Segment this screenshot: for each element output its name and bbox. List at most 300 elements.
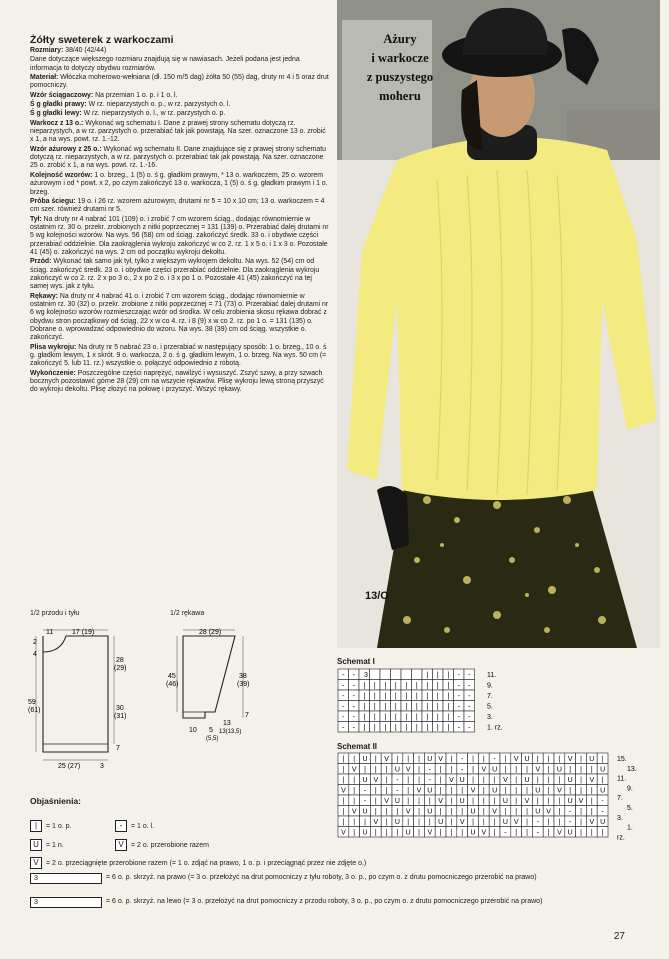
schemat2-symbol: |: [364, 819, 366, 826]
schemat2-symbol: U: [600, 819, 606, 826]
schemat2-symbol: |: [342, 777, 345, 784]
schemat1-symbol: -: [468, 672, 471, 679]
schemat1-symbol: |: [447, 714, 450, 721]
schemat2-symbol: |: [385, 777, 388, 784]
legend-item: [30, 873, 640, 884]
schemat2-symbol: |: [515, 798, 518, 805]
schemat1-symbol: -: [342, 724, 345, 732]
schemat2-symbol: |: [418, 819, 420, 826]
k2tog-icon: V: [115, 839, 127, 851]
schemat2-symbol: |: [353, 798, 356, 805]
sl-bottom-mid-b: (5,5): [206, 736, 219, 742]
paragraph-text: Na druty nr 4 nabrać 41 o. i zrobić 7 cm wzorem ściąg., dodając równomiernie w ostatnim rz. 30 (32) o. przekr. zrobione z nitki poprzecznej = 71 (73) o. Przerabiać dalej drutami nr 6 wg kolejności wzorów rozmieszczając wzór od środka. W celu zrobienia skosu rękawa dobrać z obydwu stron początkowy od ściąg. 22 x w co 4. rz. i 8 (9) x w co 2. rz. po 1 o. = 131 (135) o. Dobrane o. wprowadzać odpowiednio do wzoru. Na wys. 38 (39) cm od ściąg. wszystkie o. zakończyć.: [30, 292, 329, 342]
paragraph-text: Dane dotyczące większego rozmiaru znajdują się w nawiasach. Jeżeli podana jest jedna informacja to dotyczy obydwu rozmiarów.: [30, 56, 300, 72]
schemat1-symbol: |: [447, 703, 450, 711]
schemat2-symbol: U: [470, 829, 476, 837]
schemat2-symbol: |: [526, 787, 528, 795]
instruction-paragraph: [30, 92, 330, 100]
schemat2-symbol: |: [504, 808, 507, 816]
schemat1-symbol: -: [468, 714, 471, 721]
schemat2-symbol: |: [493, 819, 496, 826]
schemat2-symbol: |: [580, 766, 582, 774]
schemat1-symbol: |: [384, 724, 387, 732]
legend-text: = 2 o. przeciągnięte przerobione razem (= 1 o. zdjąć na prawo, 1 o. p. i przeciągnąć przez nie zdjęte o.): [46, 859, 367, 867]
schemat1-symbol: |: [363, 703, 366, 711]
schemat2-symbol: |: [396, 756, 399, 763]
schemat2-symbol: -: [493, 756, 496, 763]
schemat2-symbol: V: [470, 787, 476, 795]
skpo-icon: V: [30, 857, 42, 869]
cable-left-icon: [30, 897, 102, 908]
schemat2-symbol: |: [536, 777, 539, 784]
paragraph-text: W rz. nieparzystych o. p., w rz. parzystych o. l.: [86, 101, 231, 109]
paragraph-label: Kolejność wzorów:: [30, 171, 93, 179]
schemat1-symbol: |: [373, 682, 376, 690]
schemat1-symbol: |: [363, 714, 366, 721]
paragraph-label: Materiał:: [30, 74, 59, 82]
schemat2-symbol: V: [513, 756, 519, 763]
schemat2-symbol: U: [427, 808, 433, 816]
schemat1-symbol: |: [363, 693, 366, 700]
paragraph-label: Wykończenie:: [30, 369, 76, 377]
schemat2-row-label: 9.: [627, 785, 633, 793]
sleeve-diagram-title: 1/2 rękawa: [170, 610, 205, 617]
fb-left-height-b: (61): [28, 707, 41, 714]
schemat1-symbol: -: [468, 703, 471, 711]
schemat2-symbol: |: [504, 756, 507, 763]
schemat2-symbol: U: [600, 766, 606, 774]
fb-side-lower-b: (31): [114, 713, 127, 720]
schemat2-symbol: |: [450, 756, 453, 763]
schemat2-symbol: V: [373, 777, 379, 784]
legend-text: = 6 o. p. skrzyż. na prawo (= 3 o. przełożyć na drut pomocniczy z tyłu roboty, 3 o. p., po czym o. z drutu pomocniczego przerobić na prawo): [106, 874, 537, 881]
paragraph-text: Wykonać wg schematu II. Dane znajdujące się z prawej strony schematu dotyczą rz. nieparzystych, a w rz. parzystych o. przerabiać tak jak powstają. Na szer. oznaczone 25 o. zrobić x 1, a na wys. powt. rz. 1.-16.: [30, 145, 326, 170]
paragraph-label: Plisa wykroju:: [30, 343, 77, 351]
schemat2-symbol: |: [439, 766, 442, 774]
schemat2-symbol: V: [589, 777, 595, 784]
schemat2-symbol: |: [482, 819, 485, 826]
legend-item: [115, 820, 154, 832]
schemat1-symbol: |: [415, 714, 418, 721]
schemat2-symbol: U: [524, 777, 530, 784]
schemat2-symbol: V: [384, 756, 389, 763]
schemat1-symbol: |: [394, 703, 397, 711]
schemat2-symbol: V: [405, 766, 411, 774]
schemat2-symbol: |: [580, 808, 582, 816]
instruction-paragraph: [30, 110, 330, 118]
sl-rib: 7: [245, 712, 249, 719]
schemat2-symbol: |: [590, 798, 593, 805]
schemat2-symbol: |: [353, 787, 356, 795]
fb-bottom: 25 (27): [58, 763, 81, 770]
schemat2-symbol: -: [601, 808, 604, 816]
schemat2-symbol: U: [600, 787, 606, 795]
paragraph-label: Wzór ażurowy z 25 o.:: [30, 145, 102, 153]
schemat2-symbol: -: [569, 819, 572, 826]
schemat2-symbol: V: [416, 787, 422, 795]
schemat2-symbol: |: [482, 756, 485, 763]
schemat2-symbol: -: [601, 798, 604, 805]
schemat1-symbol: |: [426, 693, 429, 700]
schemat2-symbol: U: [567, 829, 573, 837]
sl-bottom-mid: 5: [209, 727, 213, 734]
schemat2-symbol: V: [578, 798, 584, 805]
legend-item: [115, 839, 209, 851]
schemat1-symbol: |: [394, 724, 397, 732]
instruction-paragraphs: [30, 47, 330, 395]
instruction-paragraph: [30, 216, 330, 258]
schemat2-symbol: |: [374, 829, 377, 837]
schemat2-symbol: |: [450, 787, 453, 795]
paragraph-label: Próba ściegu:: [30, 197, 76, 205]
schemat2-symbol: V: [513, 819, 519, 826]
schemat1-symbol: -: [342, 693, 345, 700]
schemat2-symbol: |: [374, 766, 377, 774]
schemat2-symbol: |: [385, 766, 388, 774]
schemat1-symbol: |: [436, 703, 439, 711]
schemat2-symbol: |: [407, 798, 410, 805]
schemat2-symbol: |: [472, 798, 474, 805]
headline: [345, 30, 455, 106]
schemat2-symbol: |: [482, 808, 485, 816]
schemat1-symbol: -: [352, 672, 355, 679]
schemat2-symbol: |: [601, 756, 604, 763]
schemat2-symbol: |: [547, 766, 550, 774]
schemat2-symbol: |: [461, 808, 464, 816]
schemat1-symbol: |: [405, 682, 408, 690]
schemat2-symbol: |: [526, 808, 528, 816]
instruction-paragraph: [30, 370, 330, 395]
headline-line: moheru: [379, 89, 421, 103]
schemat2-row-label: 3.: [617, 814, 623, 822]
schemat2-symbol: U: [405, 829, 411, 837]
instruction-paragraph: [30, 258, 330, 291]
schemat2-symbol: |: [558, 819, 561, 826]
schemat2-symbol: -: [428, 766, 431, 774]
schemat1-symbol: -: [457, 693, 460, 700]
schemat1-symbol: -: [457, 714, 460, 721]
schemat2-symbol: V: [438, 798, 443, 805]
schemat2-symbol: V: [589, 819, 595, 826]
schemat2-symbol: |: [385, 829, 388, 837]
schemat1-symbol: |: [436, 682, 439, 690]
schemat2-symbol: |: [580, 819, 582, 826]
schemat2-symbol: U: [394, 819, 400, 826]
schemat2-symbol: |: [374, 787, 377, 795]
schemat1-symbol: |: [363, 682, 366, 690]
schemat2-symbol: |: [504, 766, 507, 774]
schemat2-symbol: |: [385, 808, 388, 816]
schemat1-symbol: |: [394, 714, 397, 721]
schemat2-symbol: V: [405, 808, 411, 816]
schemat1-symbol: |: [426, 714, 429, 721]
schemat2-symbol: |: [547, 787, 550, 795]
schemat2-symbol: |: [482, 777, 485, 784]
schemat2-symbol: |: [418, 756, 420, 763]
paragraph-text: Na przemian 1 o. p. i 1 o. l.: [93, 91, 178, 99]
schemat2-symbol: V: [384, 798, 389, 805]
schemat2-symbol: -: [504, 829, 507, 837]
legend-item: [30, 857, 640, 869]
fb-left-height: 59: [28, 699, 36, 706]
sl-bottom-right-b: 13(13,5): [219, 729, 242, 735]
schemat2-symbol: |: [590, 808, 593, 816]
schemat2-symbol: -: [396, 777, 399, 784]
schemat2-symbol: U: [492, 787, 498, 795]
schemat2-row-label: 13.: [627, 765, 637, 773]
schemat2-symbol: U: [394, 766, 400, 774]
schemat1-symbol: -: [342, 703, 345, 711]
schemat2-symbol: V: [524, 798, 530, 805]
schemat2-symbol: V: [567, 756, 573, 763]
fb-top-left: 11: [46, 629, 54, 636]
schemat2-symbol: V: [481, 829, 487, 837]
paragraph-text: 38/40 (42/44): [63, 47, 107, 54]
schemat1-cell: [401, 669, 412, 680]
schemat2-symbol: |: [590, 787, 593, 795]
schemat2-symbol: |: [558, 808, 561, 816]
instruction-paragraph: [30, 74, 330, 91]
instruction-paragraph: [30, 344, 330, 369]
schemat2-symbol: U: [502, 798, 508, 805]
schemat2-grid: [337, 752, 657, 844]
schemat2-symbol: U: [524, 756, 530, 763]
schemat2-symbol: |: [461, 787, 464, 795]
schemat2-symbol: U: [438, 819, 444, 826]
schemat2-symbol: |: [590, 766, 593, 774]
schemat2-symbol: |: [493, 829, 496, 837]
front-back-schematic: [28, 622, 138, 772]
schemat1-cell: [370, 669, 381, 680]
schemat2-symbol: |: [580, 787, 582, 795]
front-back-diagram-title: 1/2 przodu i tyłu: [30, 610, 80, 617]
schemat2-symbol: |: [515, 766, 518, 774]
schemat2-symbol: |: [472, 819, 474, 826]
schemat2-symbol: -: [536, 819, 539, 826]
schemat2-symbol: -: [569, 808, 572, 816]
schemat2-symbol: |: [558, 756, 561, 763]
instruction-paragraph: [30, 47, 330, 55]
schemat2-symbol: V: [449, 777, 454, 784]
schemat1-symbol: -: [457, 703, 460, 711]
legend-item: [30, 820, 72, 832]
fb-side-upper: 28: [116, 657, 124, 664]
schemat2-symbol: |: [580, 777, 582, 784]
schemat1-symbol: |: [415, 682, 418, 690]
schemat2-symbol: |: [342, 756, 345, 763]
schemat2-symbol: |: [450, 808, 453, 816]
schemat2-symbol: |: [353, 756, 356, 763]
schemat1-symbol: |: [405, 703, 408, 711]
schemat1-symbol: -: [457, 724, 460, 732]
legend-text: = 1 o. l.: [131, 822, 155, 830]
legend-text: = 6 o. p. skrzyż. na lewo (= 3 o. przełożyć na drut pomocniczy z przodu roboty, 3 o. p., po czym o. z drutu pomocniczego przerobić na prawo): [106, 898, 543, 905]
schemat2-symbol: |: [428, 798, 431, 805]
schemat2-row-label: 1.: [627, 824, 633, 832]
sl-left-b: (46): [166, 681, 179, 688]
schemat1-symbol: |: [394, 682, 397, 690]
schemat2-symbol: V: [557, 829, 562, 837]
instruction-paragraph: [30, 146, 330, 171]
cable-right-label: 3: [34, 875, 38, 882]
paragraph-text: Wykonać tak samo jak tył, tylko z większym wykrojem dekoltu. Na wys. 52 (54) cm od ściąg. zakończyć średk. 23 o. i obydwie części przerabiać oddzielnie. Dla zaokrąglenia wykroju zakończyć w co 2. rz. 2 x po 3 o., 2 x po 2 o. i 3 x po 1 o. Pozostałe 41 (45) zakończyć na tej samej wys. jak z tyłu.: [30, 258, 320, 291]
schemat2-symbol: U: [502, 819, 508, 826]
yarn-over-icon: U: [30, 839, 42, 851]
schemat2-symbol: |: [374, 756, 377, 763]
purl-stitch-icon: -: [115, 820, 127, 832]
schemat2-row-label: 15.: [617, 756, 627, 763]
paragraph-text: Na druty nr 4 nabrać 101 (109) o. i zrobić 7 cm wzorem ściąg., dodając równomiernie w ostatnim rz. 30 o. przekr. zrobionych z nitki poprzecznej = 131 (139) o. Przerabiać dalej drutami nr 5 wg kolejności wzorów. Na wys. 56 (58) cm od ściąg. zakończyć średk. 33 o. i obydwie części przerabiać oddzielnie. Dla zaokrąglenia wykroju zakończyć w co 2. rz. 1 x 5 o. i 1 x 3 o. Pozostałe 41 (45) o. zakończyć na wys. 2 cm od początku wykroju dekoltu.: [30, 215, 329, 256]
fb-neck-a: 2: [33, 639, 37, 646]
schemat2-symbol: |: [439, 829, 442, 837]
schemat2-symbol: U: [492, 766, 498, 774]
schemat1-symbol: -: [468, 682, 471, 690]
schemat1-row-label: 3.: [487, 714, 493, 721]
pattern-instructions: [30, 34, 330, 396]
schemat2-symbol: V: [557, 787, 562, 795]
paragraph-label: Rękawy:: [30, 292, 58, 300]
schemat2-symbol: U: [470, 808, 476, 816]
schemat2-symbol: |: [418, 829, 420, 837]
schemat2-symbol: U: [556, 766, 562, 774]
schemat1-title: Schemat I: [337, 657, 375, 666]
instruction-paragraph: [30, 172, 330, 197]
schemat1-symbol: |: [405, 724, 408, 732]
schemat1-symbol: -: [457, 672, 460, 679]
schemat2-symbol: |: [558, 777, 561, 784]
schemat1-symbol: |: [384, 714, 387, 721]
schemat1-symbol: |: [447, 724, 450, 732]
schemat1-symbol: |: [415, 724, 418, 732]
schemat1-row-label: 9.: [487, 682, 493, 690]
schemat2-symbol: -: [461, 766, 464, 774]
schemat2-symbol: |: [526, 819, 528, 826]
schemat2-symbol: |: [472, 756, 474, 763]
legend-item: [30, 839, 64, 851]
schemat2-symbol: |: [590, 829, 593, 837]
schemat1-symbol: |: [373, 724, 376, 732]
schemat1-symbol: -: [352, 703, 355, 711]
schemat2-symbol: |: [601, 829, 604, 837]
schemat1-symbol: |: [436, 724, 439, 732]
schemat1-row-label: 7.: [487, 693, 493, 700]
schemat1-symbol: |: [426, 682, 429, 690]
schemat2-symbol: -: [396, 787, 399, 795]
schemat2-symbol: |: [504, 787, 507, 795]
schemat2-symbol: |: [515, 777, 518, 784]
schemat2-symbol: |: [407, 819, 410, 826]
schemat2-symbol: U: [362, 829, 368, 837]
schemat2-row-label: rz.: [617, 834, 625, 842]
instruction-paragraph: [30, 293, 330, 343]
legend-text: = 1 n.: [46, 841, 64, 849]
schemat1-symbol: |: [384, 682, 387, 690]
schemat2-symbol: U: [362, 808, 368, 816]
schemat1-cell: [380, 669, 391, 680]
photo-label: 13/O: [365, 590, 389, 602]
instruction-paragraph: [30, 198, 330, 215]
schemat1-symbol: -: [468, 693, 471, 700]
schemat1-cell: [391, 669, 402, 680]
schemat2-symbol: |: [364, 766, 366, 774]
schemat2-symbol: |: [418, 808, 420, 816]
schemat2-symbol: V: [373, 819, 379, 826]
schemat2-symbol: V: [492, 808, 497, 816]
schemat2-symbol: -: [428, 777, 431, 784]
schemat1-symbol: |: [426, 703, 429, 711]
schemat2-symbol: |: [569, 787, 572, 795]
cable-right-icon: [30, 873, 102, 884]
schemat2-symbol: |: [580, 756, 582, 763]
schemat2-symbol: U: [535, 808, 541, 816]
schemat2-symbol: V: [351, 808, 357, 816]
schemat1-symbol: |: [384, 703, 387, 711]
schemat1-symbol: |: [447, 693, 450, 700]
schemat2-symbol: V: [481, 766, 487, 774]
schemat2-symbol: |: [374, 798, 377, 805]
schemat2-symbol: V: [546, 808, 551, 816]
schemat2-symbol: V: [341, 787, 346, 795]
schemat2-symbol: V: [535, 766, 541, 774]
schemat2-symbol: -: [536, 829, 539, 837]
schemat2-symbol: |: [536, 756, 539, 763]
schemat2-symbol: -: [363, 787, 367, 795]
schemat1-symbol: |: [436, 672, 439, 679]
sleeve-schematic: [165, 622, 275, 747]
paragraph-text: Wykonać wg schematu I. Dane z prawej strony schematu dotyczą rz. nieparzystych, a w rz. parzystych o. przerabiać tak jak powstają. Na szer. oznaczone 13 o. zrobić x 1, a na wys. powt. rz. 1.-12.: [30, 119, 326, 144]
schemat2-symbol: |: [450, 819, 453, 826]
schemat2-symbol: |: [396, 829, 399, 837]
schemat2-symbol: |: [342, 819, 345, 826]
schemat2-symbol: |: [396, 808, 399, 816]
schemat2-symbol: |: [493, 798, 496, 805]
sl-right-b: (39): [237, 681, 250, 688]
schemat2-symbol: |: [439, 787, 442, 795]
fb-top-right: 17 (19): [72, 629, 95, 636]
schemat2-symbol: |: [461, 829, 464, 837]
schemat1-row-label: 1. rz.: [487, 724, 503, 732]
schemat2-symbol: |: [374, 808, 377, 816]
schemat2-symbol: |: [450, 766, 453, 774]
schemat2-title: Schemat II: [337, 742, 378, 751]
schemat2-symbol: |: [342, 798, 345, 805]
fb-rib: 7: [116, 745, 120, 752]
schemat2-symbol: |: [407, 787, 410, 795]
legend-item: [30, 897, 640, 908]
schemat2-symbol: |: [526, 766, 528, 774]
schemat2-symbol: |: [450, 798, 453, 805]
headline-line: Ażury: [383, 32, 417, 46]
schemat2-symbol: |: [353, 777, 356, 784]
schemat1-symbol: |: [373, 693, 376, 700]
schemat1-symbol: |: [405, 693, 408, 700]
schemat1-symbol: |: [447, 672, 450, 679]
schemat2-symbol: |: [472, 777, 474, 784]
schemat1-symbol: |: [436, 693, 439, 700]
schemat2-symbol: U: [589, 756, 595, 763]
schemat2-symbol: U: [362, 777, 368, 784]
fb-bottom-small: 3: [100, 763, 104, 770]
page-number: 27: [613, 931, 625, 942]
schemat2-symbol: |: [601, 777, 604, 784]
schemat2-symbol: |: [547, 798, 550, 805]
schemat2-symbol: |: [385, 819, 388, 826]
schemat2-symbol: U: [459, 798, 465, 805]
schemat2-symbol: |: [439, 808, 442, 816]
schemat2-symbol: U: [427, 787, 433, 795]
paragraph-label: Tył:: [30, 215, 42, 223]
schemat2-symbol: |: [353, 819, 356, 826]
